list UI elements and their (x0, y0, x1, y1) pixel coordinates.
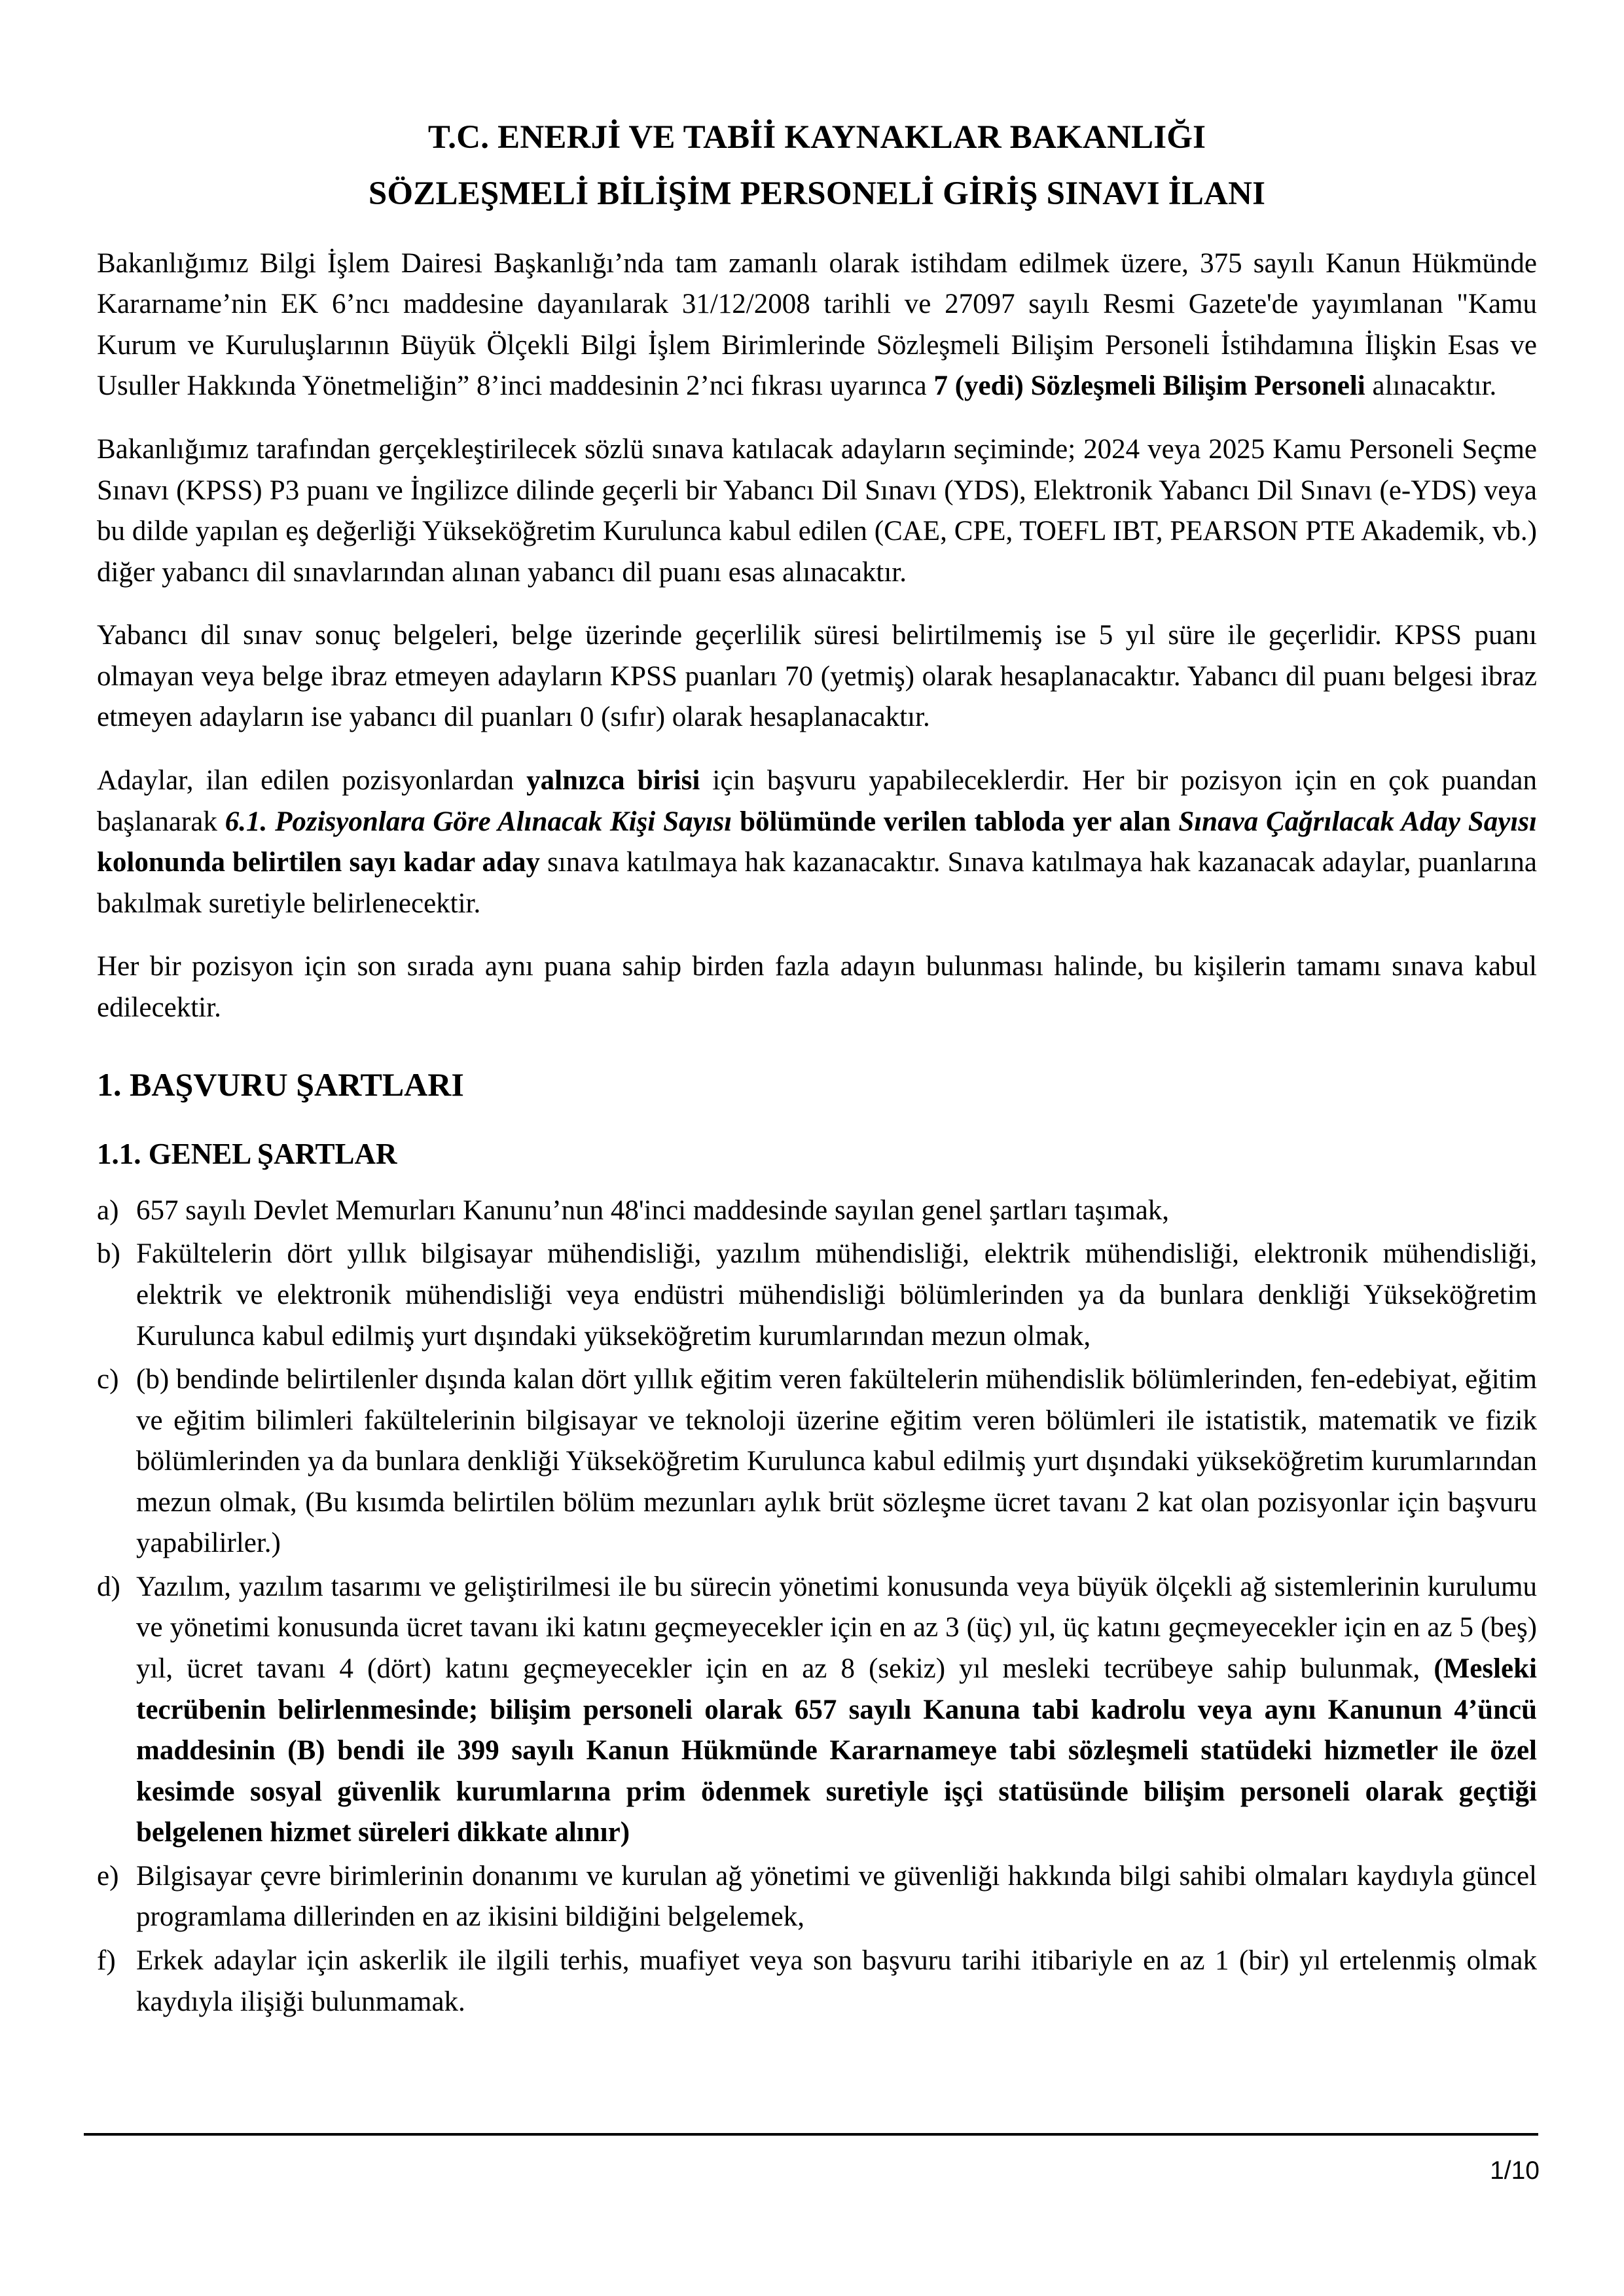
application-text-part-3: sınava katılmaya hak kazanacaktır. Sınava katılmaya hak kazanacak adaylar, puanlarına bakılmak suretiyle belirlenecektir. (97, 847, 1537, 919)
intro-text-part-2: alınacaktır. (1365, 370, 1497, 402)
application-text-part-1: Adaylar, ilan edilen pozisyonlardan (97, 764, 527, 796)
application-bold-candidate-count: kolonunda belirtilen sayı kadar aday (97, 847, 540, 878)
list-item-text-bold: (Mesleki tecrübenin belirlenmesinde; bilişim personeli olarak 657 sayılı Kanuna tabi kadrolu veya aynı Kanunun 4’üncü maddesinin (B) bendi ile 399 sayılı Kanun Hükmünde Kararnameye tabi sözleşmeli statüdeki hizmetler ile özel kesimde sosyal güvenlik kurumlarına prim ödenmek suretiyle işçi statüsünde bilişim personeli olarak geçtiği belgelenen hizmet süreleri dikkate alınır) (136, 1653, 1537, 1848)
list-item (97, 1941, 1537, 2022)
subsection-heading-genel-sartlar: 1.1. GENEL ŞARTLAR (97, 1138, 397, 1171)
list-item-marker: a) (97, 1194, 119, 1226)
list-item-marker: d) (97, 1571, 120, 1602)
tiebreaker-paragraph: Her bir pozisyon için son sırada aynı puana sahip birden fazla adayın bulunması halinde, bu kişilerin tamamı sınava kabul edilecektir. (97, 951, 1537, 1023)
list-item (97, 1234, 1537, 1357)
list-item-marker: e) (97, 1860, 119, 1892)
application-text-part-2: için başvuru yapabileceklerdir. Her bir pozisyon için en çok puandan başlanarak (97, 764, 1538, 837)
footer-divider (84, 2133, 1538, 2136)
section-heading-basvuru-sartlari: 1. BAŞVURU ŞARTLARI (97, 1066, 464, 1103)
list-item-text: Erkek adaylar için askerlik ile ilgili terhis, muafiyet veya son başvuru tarihi itibariyle en az 1 (bir) yıl ertelenmiş olmak kaydıyla ilişiği bulunmamak. (136, 1945, 1537, 2017)
document-content (97, 115, 1537, 2022)
intro-bold-personnel-count: 7 (yedi) Sözleşmeli Bilişim Personeli (933, 370, 1365, 402)
application-bold-only-one: yalnızca birisi (526, 764, 700, 796)
list-item (97, 1359, 1537, 1564)
application-bolditalic-column-ref: Sınava Çağrılacak Aday Sayısı (1178, 806, 1537, 837)
exam-selection-paragraph: Bakanlığımız tarafından gerçekleştirilecek sözlü sınava katılacak adayların seçiminde; 2024 veya 2025 Kamu Personeli Seçme Sınavı (KPSS) P3 puanı ve İngilizce dilinde geçerli bir Yabancı Dil Sınavı (YDS), Elektronik Yabancı Dil Sınavı (e-YDS) veya bu dilde yapılan eş değerliği Yükseköğretim Kurulunca kabul edilen (CAE, CPE, TOEFL IBT, PEARSON PTE Akademik, vb.) diğer yabancı dil sınavlarından alınan yabancı dil puanı esas alınacaktır. (97, 434, 1537, 588)
list-item-text: Bilgisayar çevre birimlerinin donanımı ve kurulan ağ yönetimi ve güvenliği hakkında bilgi sahibi olmaları kaydıyla güncel programlama dillerinden en az ikisini bildiğini belgelemek, (136, 1860, 1537, 1933)
list-item (97, 1567, 1537, 1854)
page-title-line-1: T.C. ENERJİ VE TABİİ KAYNAKLAR BAKANLIĞI (427, 119, 1206, 156)
list-item-text: Fakültelerin dört yıllık bilgisayar mühendisliği, yazılım mühendisliği, elektrik mühendisliği, elektronik mühendisliği, elektrik ve elektronik mühendisliği veya endüstri mühendisliği bölümlerinden ya da bunlara denkliği Yükseköğretim Kurulunca kabul edilmiş yurt dışındaki yükseköğretim kurumlarından mezun olmak, (136, 1238, 1537, 1352)
list-item (97, 1856, 1537, 1938)
general-conditions-list (97, 1191, 1537, 2022)
list-item-marker: f) (97, 1945, 116, 1976)
list-item-text: Yazılım, yazılım tasarımı ve geliştirilmesi ile bu sürecin yönetimi konusunda veya büyük ölçekli ağ sistemlerinin kurulumu ve yönetimi konusunda ücret tavanı iki katını geçmeyecekler için en az 3 (üç) yıl, üç katını geçmeyecekler için en az 5 (beş) yıl, ücret tavanı 4 (dört) katını geçmeyecekler için en az 8 (sekiz) yıl mesleki tecrübeye sahip bulunmak, (136, 1571, 1537, 1684)
intro-paragraph (97, 243, 1537, 407)
list-item-marker: c) (97, 1364, 119, 1395)
list-item-text: 657 sayılı Devlet Memurları Kanunu’nun 48'inci maddesinde sayılan genel şartları taşımak, (136, 1194, 1170, 1226)
intro-text-part-1: Bakanlığımız Bilgi İşlem Dairesi Başkanlığı’nda tam zamanlı olarak istihdam edilmek üzere, 375 sayılı Kanun Hükmünde Kararname’nin EK 6’ncı maddesine dayanılarak 31/12/2008 tarihli ve 27097 sayılı Resmi Gazete'de yayımlanan "Kamu Kurum ve Kuruluşlarının Büyük Ölçekli Bilgi İşlem Birimlerinde Sözleşmeli Bilişim Personeli İstihdamına İlişkin Esas ve Usuller Hakkında Yönetmeliğin” 8’inci maddesinin 2’nci fıkrası uyarınca (97, 247, 1537, 402)
list-item-marker: b) (97, 1238, 120, 1270)
application-limit-paragraph (97, 761, 1537, 924)
application-bolditalic-section-ref: 6.1. Pozisyonlara Göre Alınacak Kişi Sayısı (225, 806, 732, 837)
list-item-text: (b) bendinde belirtilenler dışında kalan dört yıllık eğitim veren fakültelerin mühendislik bölümlerinden, fen-edebiyat, eğitim ve eğitim bilimleri fakültelerinin bilgisayar ve teknoloji üzerine eğitim veren bölümleri ile istatistik, matematik ve fizik bölümlerinden ya da bunlara denkliği Yükseköğretim Kurulunca kabul edilmiş yurt dışındaki yükseköğretim kurumlarından mezun olmak, (Bu kısımda belirtilen bölüm mezunları aylık brüt sözleşme ücret tavanı 2 kat olan pozisyonlar için başvuru yapabilirler.) (136, 1364, 1537, 1559)
application-bold-table-ref: bölümünde verilen tabloda yer alan (732, 806, 1179, 837)
page-title-line-2: SÖZLEŞMELİ BİLİŞİM PERSONELİ GİRİŞ SINAVI İLANI (368, 175, 1266, 213)
footer-page-number: 1/10 (1490, 2157, 1540, 2185)
language-certificate-paragraph: Yabancı dil sınav sonuç belgeleri, belge üzerinde geçerlilik süresi belirtilmemiş ise 5 yıl süre ile geçerlidir. KPSS puanı olmayan veya belge ibraz etmeyen adayların KPSS puanları 70 (yetmiş) olarak hesaplanacaktır. Yabancı dil puanı belgesi ibraz etmeyen adayların ise yabancı dil puanları 0 (sıfır) olarak hesaplanacaktır. (97, 620, 1537, 733)
list-item (97, 1191, 1537, 1232)
